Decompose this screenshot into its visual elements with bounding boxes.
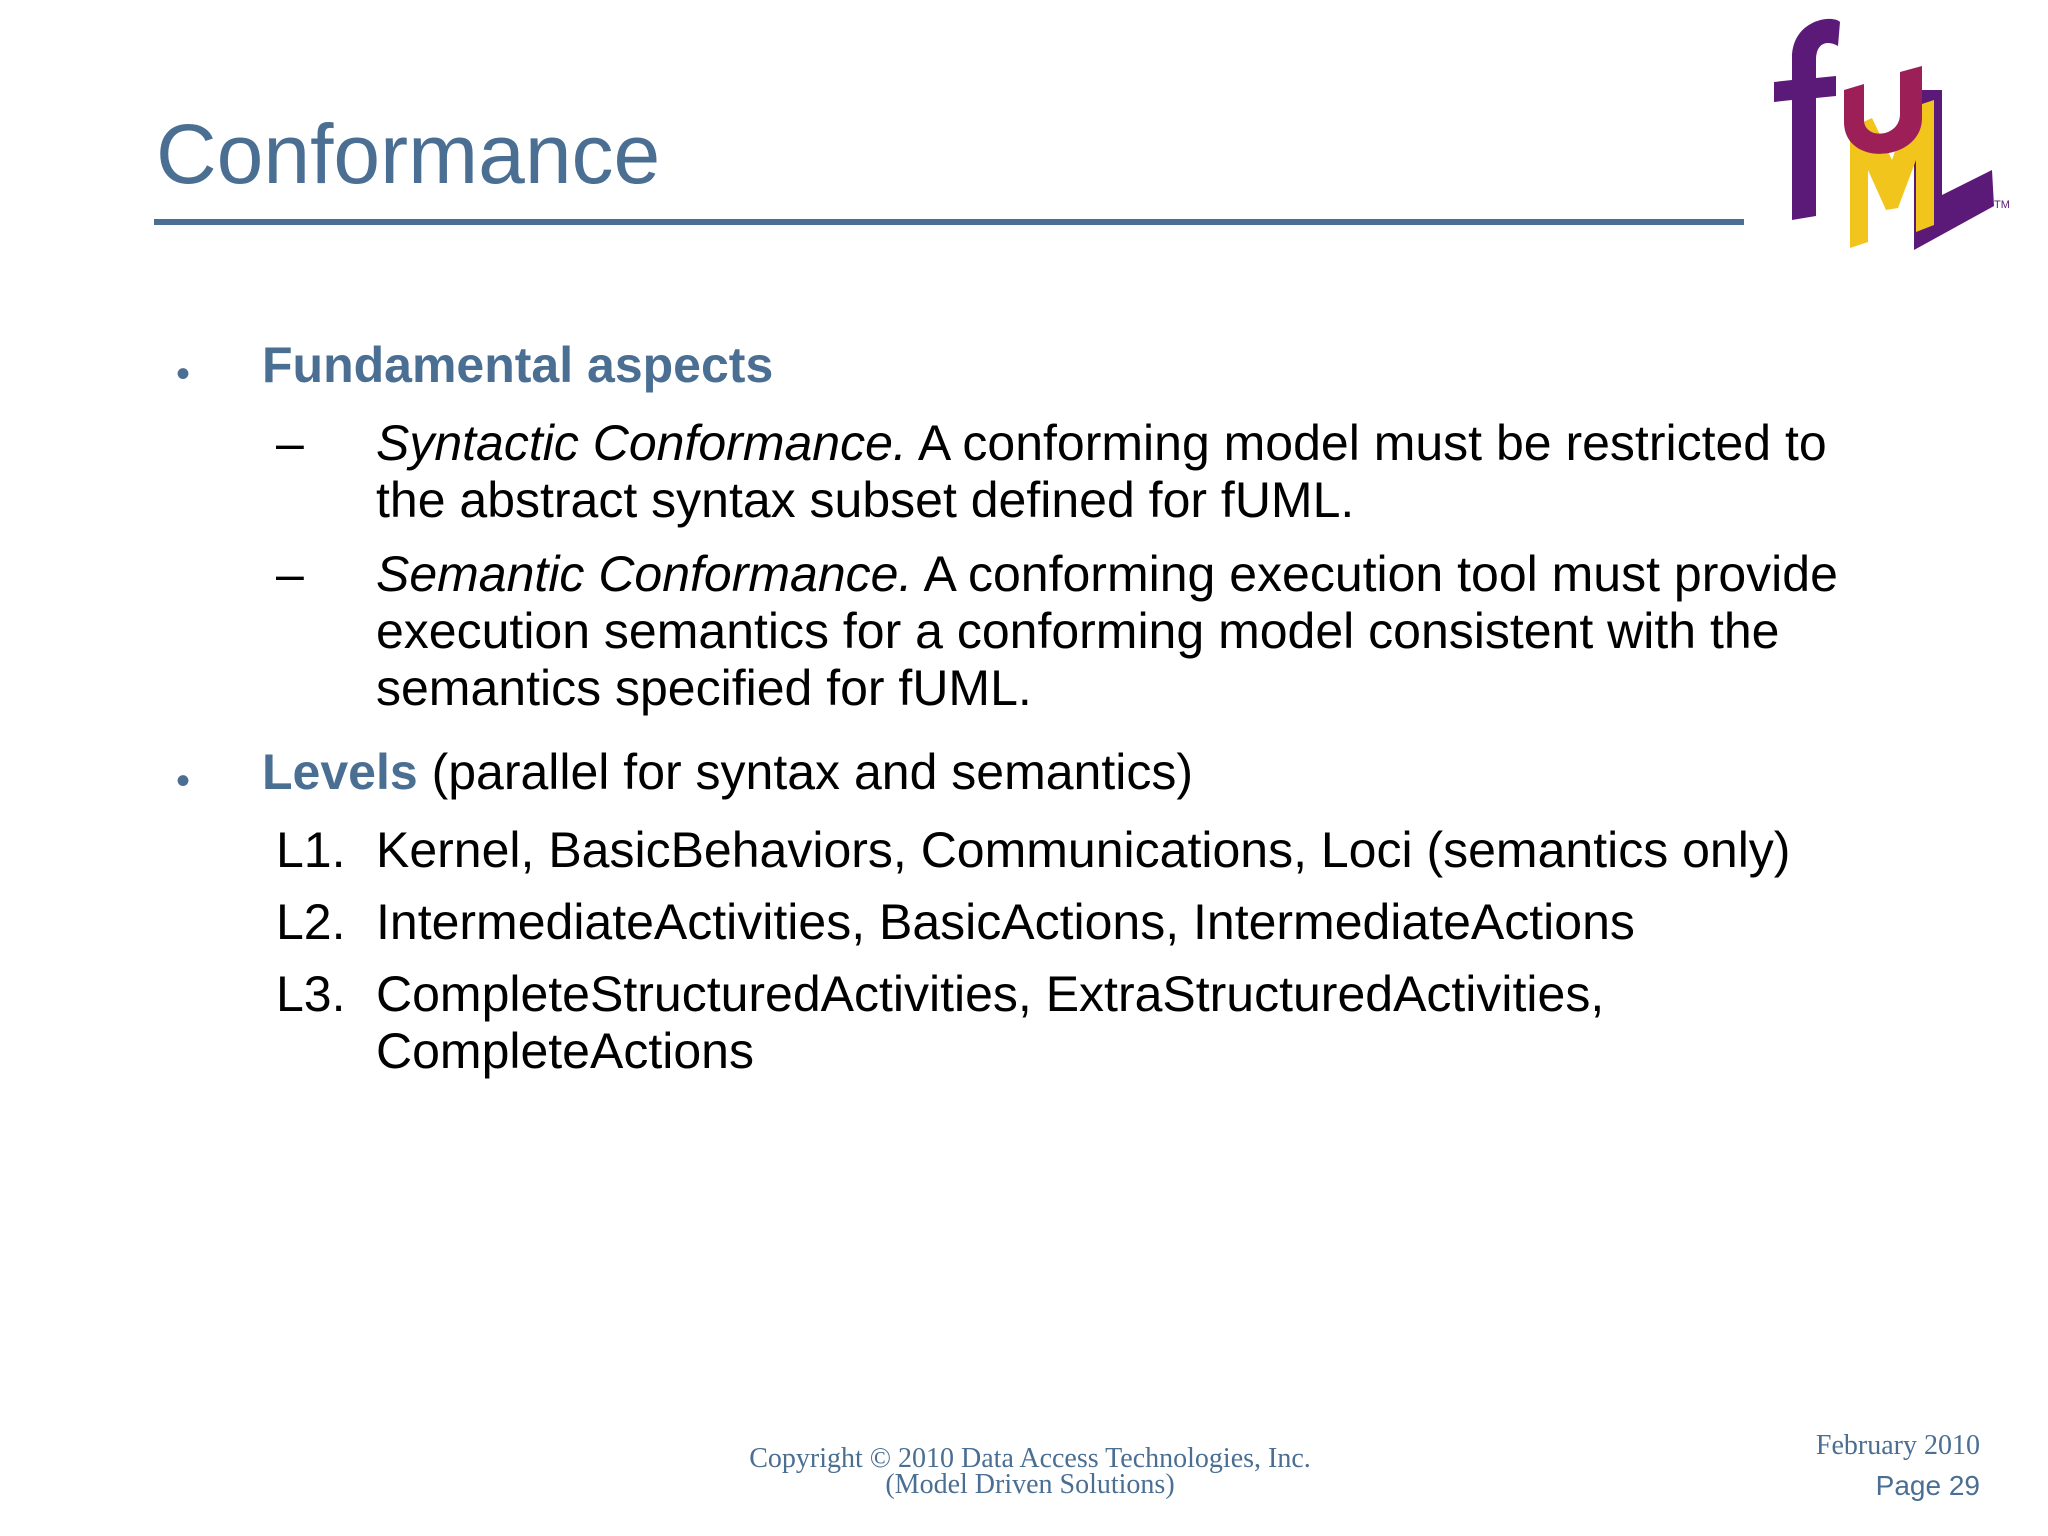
title-divider <box>154 219 1744 225</box>
sub-item-marker: – <box>276 546 304 602</box>
level-marker: L1. <box>276 822 346 878</box>
level-marker: L3. <box>276 966 346 1022</box>
sub-item-text: A conforming model must be restricted to the abstract syntax subset defined for fUML. <box>376 415 1827 528</box>
sub-item-marker: – <box>276 415 304 471</box>
logo-letter-u <box>1844 66 1922 154</box>
fuml-logo <box>1772 10 2012 260</box>
logo-letter-f <box>1774 19 1840 220</box>
copyright-line-2: (Model Driven Solutions) <box>885 1469 1175 1500</box>
sub-item-semantic <box>376 546 1896 717</box>
level-item-l3: CompleteStructuredActivities, ExtraStructuredActivities, CompleteActions <box>376 966 1605 1079</box>
footer-copyright <box>640 1443 1420 1500</box>
footer-date: February 2010 <box>1815 1430 1980 1461</box>
bullet-marker: • <box>176 352 191 396</box>
bullet-heading <box>262 337 773 394</box>
copyright-line-1: Copyright © 2010 Data Access Technologies, Inc. <box>749 1443 1311 1474</box>
sub-item-text: A conforming execution tool must provide execution semantics for a conforming model consistent with the semantics specified for fUML. <box>376 546 1838 716</box>
sub-item-italic: Semantic Conformance. <box>376 546 913 602</box>
page-number: Page 29 <box>1875 1470 1980 1501</box>
level-item-l2: IntermediateActivities, BasicActions, IntermediateActions <box>376 894 1635 950</box>
bullet-heading-rest: (parallel for syntax and semantics) <box>417 744 1193 800</box>
page-title: Conformance <box>156 107 661 201</box>
bullet-heading <box>262 744 1193 801</box>
level-item-l1: Kernel, BasicBehaviors, Communications, Loci (semantics only) <box>376 822 1791 878</box>
bullet-heading-accent: Levels <box>262 744 418 800</box>
sub-item-italic: Syntactic Conformance. <box>376 415 907 471</box>
level-marker: L2. <box>276 894 346 950</box>
bullet-heading-accent: Fundamental aspects <box>262 337 774 393</box>
logo-tm: TM <box>1994 199 2010 211</box>
bullet-marker: • <box>176 759 191 803</box>
sub-item-syntactic <box>376 415 1896 529</box>
